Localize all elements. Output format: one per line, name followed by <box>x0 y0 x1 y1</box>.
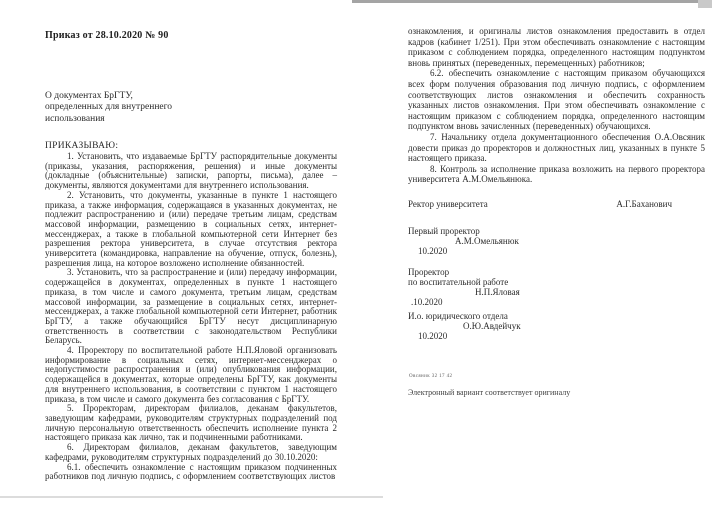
order-paragraph-7: 7. Начальнику отдела документационного обеспечения О.А.Овсяник довести приказ до проректоров и должностных лиц, указанных в пункте 5 настоящего приказа. <box>408 131 705 164</box>
electronic-copy-note: Электронный вариант соответствует оригиналу <box>408 388 571 397</box>
scrollbar-corner-fragment <box>698 0 712 8</box>
subject-line: определенных для внутреннего <box>45 102 173 113</box>
order-subject <box>45 91 172 125</box>
order-paragraph-5: 5. Проректорам, директорам филиалов, деканам факультетов, заведующим кафедрами, руководителям структурных подразделений под личную персональную ответственность обеспечить исполнение пункта 2 настоящего приказа как лично, так и подчиненными работниками. <box>45 403 337 443</box>
order-paragraph-1: 1. Установить, что издаваемые БрГТУ распорядительные документы (приказы, указания, распоряжения, решения) и иные документы (докладные (объяснительные) записки, рапорты, письма), далее – документы, являются документами для внутреннего использования. <box>45 151 337 191</box>
order-paragraph-6-1: 6.1. обеспечить ознакомление с настоящим приказом подчиненных работников под личную подпись, с оформлением соответствующих листов <box>45 461 337 482</box>
signature-title: И.о. юридического отдела <box>408 311 508 321</box>
signature-name: А.М.Омельянюк <box>455 236 519 246</box>
order-body-right <box>408 26 705 185</box>
subject-line: О документах БрГТУ, <box>45 91 133 101</box>
signature-title: Проректор <box>408 267 450 277</box>
signature-block-first-prorector <box>408 226 519 256</box>
resolution-heading: ПРИКАЗЫВАЮ: <box>45 141 119 151</box>
signature-title: по воспитательной работе <box>408 277 509 287</box>
signature-block-legal-department <box>408 311 521 341</box>
order-paragraph-6: 6. Директорам филиалов, деканам факультетов, заведующим кафедрами, руководителям структурных подразделений до 30.10.2020: <box>45 442 337 462</box>
order-body-left <box>45 152 337 482</box>
rector-signature-row <box>408 199 672 209</box>
order-paragraph-6-2: 6.2. обеспечить ознакомление с настоящим приказом обучающихся всех форм получения образования под личную подпись, с оформлением соответствующих листов ознакомления и обеспечить сохранность указанных листов ознакомления. При этом обеспечивать ознакомление с настоящим приказом с соблюдением порядка, определенного настоящим подпунктом вновь зачисленных (переведенных) обучающихся. <box>408 68 705 132</box>
rector-name: А.Г.Баханович <box>616 199 672 209</box>
order-paragraph-2: 2. Установить, что документы, указанные в пункте 1 настоящего приказа, а также информация, содержащаяся в указанных документах, не подлежит распространению и (или) передаче третьим лицам, средствам массовой информации, размещению в социальных сетях, интернет-мессенджерах, а также в глобальной компьютерной сети Интернет без разрешения ректора университета, в случае отсутствия ректора университета (командировка, направление на обучение, отпуск, болезнь), разрешения лица, на которое возложено исполнение обязанностей. <box>45 189 337 268</box>
signature-date: .10.2020 <box>411 297 443 307</box>
order-paragraph-8: 8. Контроль за исполнение приказа возложить на первого проректора университета А.М.Омельянюка. <box>408 163 705 185</box>
signature-name: О.Ю.Авдейчук <box>463 321 521 331</box>
signature-title: Первый проректор <box>408 226 480 236</box>
order-paragraph-6-1-continued: ознакомления, и оригиналы листов ознакомления предоставить в отдел кадров (кабинет 1/251). При этом обеспечивать ознакомление с настоящим приказом с соблюдением порядка, определенного настоящим подпунктом вновь принятых (переведенных, перемещенных) работников; <box>408 26 705 68</box>
signature-date: 10.2020 <box>418 246 448 256</box>
rector-title: Ректор университета <box>408 199 488 209</box>
order-paragraph-4: 4. Проректору по воспитательной работе Н.П.Яловой организовать информирование в социальных сетях, интернет-мессенджерах о недопустимости распространения и (или) опубликования информации, содержащейся в документах, которые определены БрГТУ, как документы для внутреннего использования, в соответствии с пунктом 1 настоящего приказа, в том числе и самого документа без согласования с БрГТУ. <box>45 345 337 404</box>
signature-date: 10.2020 <box>418 331 448 341</box>
signature-name: Н.П.Яловая <box>475 287 520 297</box>
order-header: Приказ от 28.10.2020 № 90 <box>45 30 169 41</box>
subject-line: использования <box>45 113 105 124</box>
order-paragraph-3: 3. Установить, что за распространение и (или) передачу информации, содержащейся в документах, определенных в пункте 1 настоящего приказа, в том числе и самого документа, третьим лицам, средствам массовой информации, за размещение в социальных сетях, интернет-мессенджерах, а также глобальной компьютерной сети Интернет, работник БрГТУ, а также обучающийся БрГТУ несут дисциплинарную ответственность в соответствии с законодательством Республики Беларусь. <box>45 267 337 346</box>
page-bottom-edge <box>0 496 383 498</box>
signature-block-prorector-education <box>408 267 520 307</box>
executor-phone-note: Овсяник 32 17 42 <box>409 374 453 379</box>
page-scan-edge <box>352 0 710 3</box>
